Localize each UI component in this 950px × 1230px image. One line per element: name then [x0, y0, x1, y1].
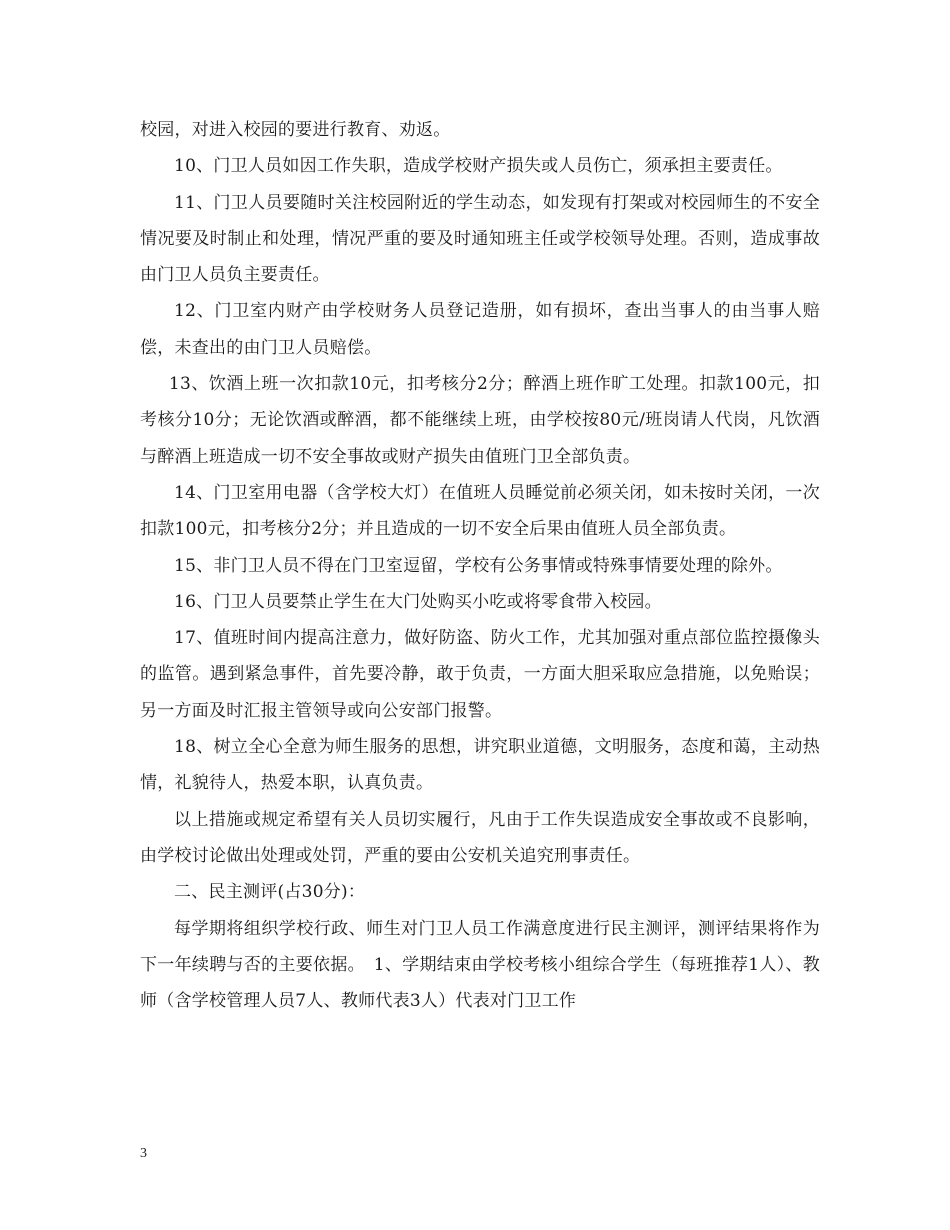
page-number: 3 [140, 1146, 147, 1161]
document-body [140, 112, 820, 1019]
paragraph-item-17: 17、值班时间内提高注意力，做好防盗、防火工作，尤其加强对重点部位监控摄像头的监管。遇到紧急事件，首先要冷静，敢于负责，一方面大胆采取应急措施，以免贻误；另一方面及时汇报主管领导或向公安部门报警。 [140, 628, 820, 721]
paragraph-item-18: 18、树立全心全意为师生服务的思想，讲究职业道德，文明服务，态度和蔼，主动热情，礼貌待人，热爱本职，认真负责。 [140, 737, 820, 794]
paragraph-summary: 以上措施或规定希望有关人员切实履行，凡由于工作失误造成安全事故或不良影响，由学校讨论做出处理或处罚，严重的要由公安机关追究刑事责任。 [140, 809, 820, 866]
paragraph-item-10: 10、门卫人员如因工作失职，造成学校财产损失或人员伤亡，须承担主要责任。 [174, 156, 783, 177]
paragraph-continuation: 校园，对进入校园的要进行教育、劝返。 [140, 120, 451, 140]
paragraph-evaluation-description: 每学期将组织学校行政、师生对门卫人员工作满意度进行民主测评，测评结果将作为下一年续聘与否的主要依据。 1、学期结束由学校考核小组综合学生（每班推荐1人）、教师（含学校管理人员7人、教师代表3人）代表对门卫工作 [140, 918, 820, 1012]
paragraph-item-15: 15、非门卫人员不得在门卫室逗留，学校有公务事情或特殊事情要处理的除外。 [174, 555, 783, 576]
section-heading-democratic-evaluation: 二、民主测评(占30分)： [174, 882, 366, 903]
paragraph-item-14: 14、门卫室用电器（含学校大灯）在值班人员睡觉前必须关闭，如未按时关闭，一次扣款100元，扣考核分2分；并且造成的一切不安全后果由值班人员全部负责。 [140, 482, 820, 540]
paragraph-item-13: 13、饮酒上班一次扣款10元，扣考核分2分；醉酒上班作旷工处理。扣款100元，扣考核分10分；无论饮酒或醉酒，都不能继续上班，由学校按80元/班岗请人代岗，凡饮酒与醉酒上班造成一切不安全事故或财产损失由值班门卫全部负责。 [140, 374, 820, 467]
paragraph-item-11: 11、门卫人员要随时关注校园附近的学生动态，如发现有打架或对校园师生的不安全情况要及时制止和处理，情况严重的要及时通知班主任或学校领导处理。否则，造成事故由门卫人员负主要责任。 [140, 192, 820, 286]
paragraph-item-12: 12、门卫室内财产由学校财务人员登记造册，如有损坏，查出当事人的由当事人赔偿，未查出的由门卫人员赔偿。 [140, 301, 820, 358]
paragraph-item-16: 16、门卫人员要禁止学生在大门处购买小吃或将零食带入校园。 [174, 591, 662, 612]
